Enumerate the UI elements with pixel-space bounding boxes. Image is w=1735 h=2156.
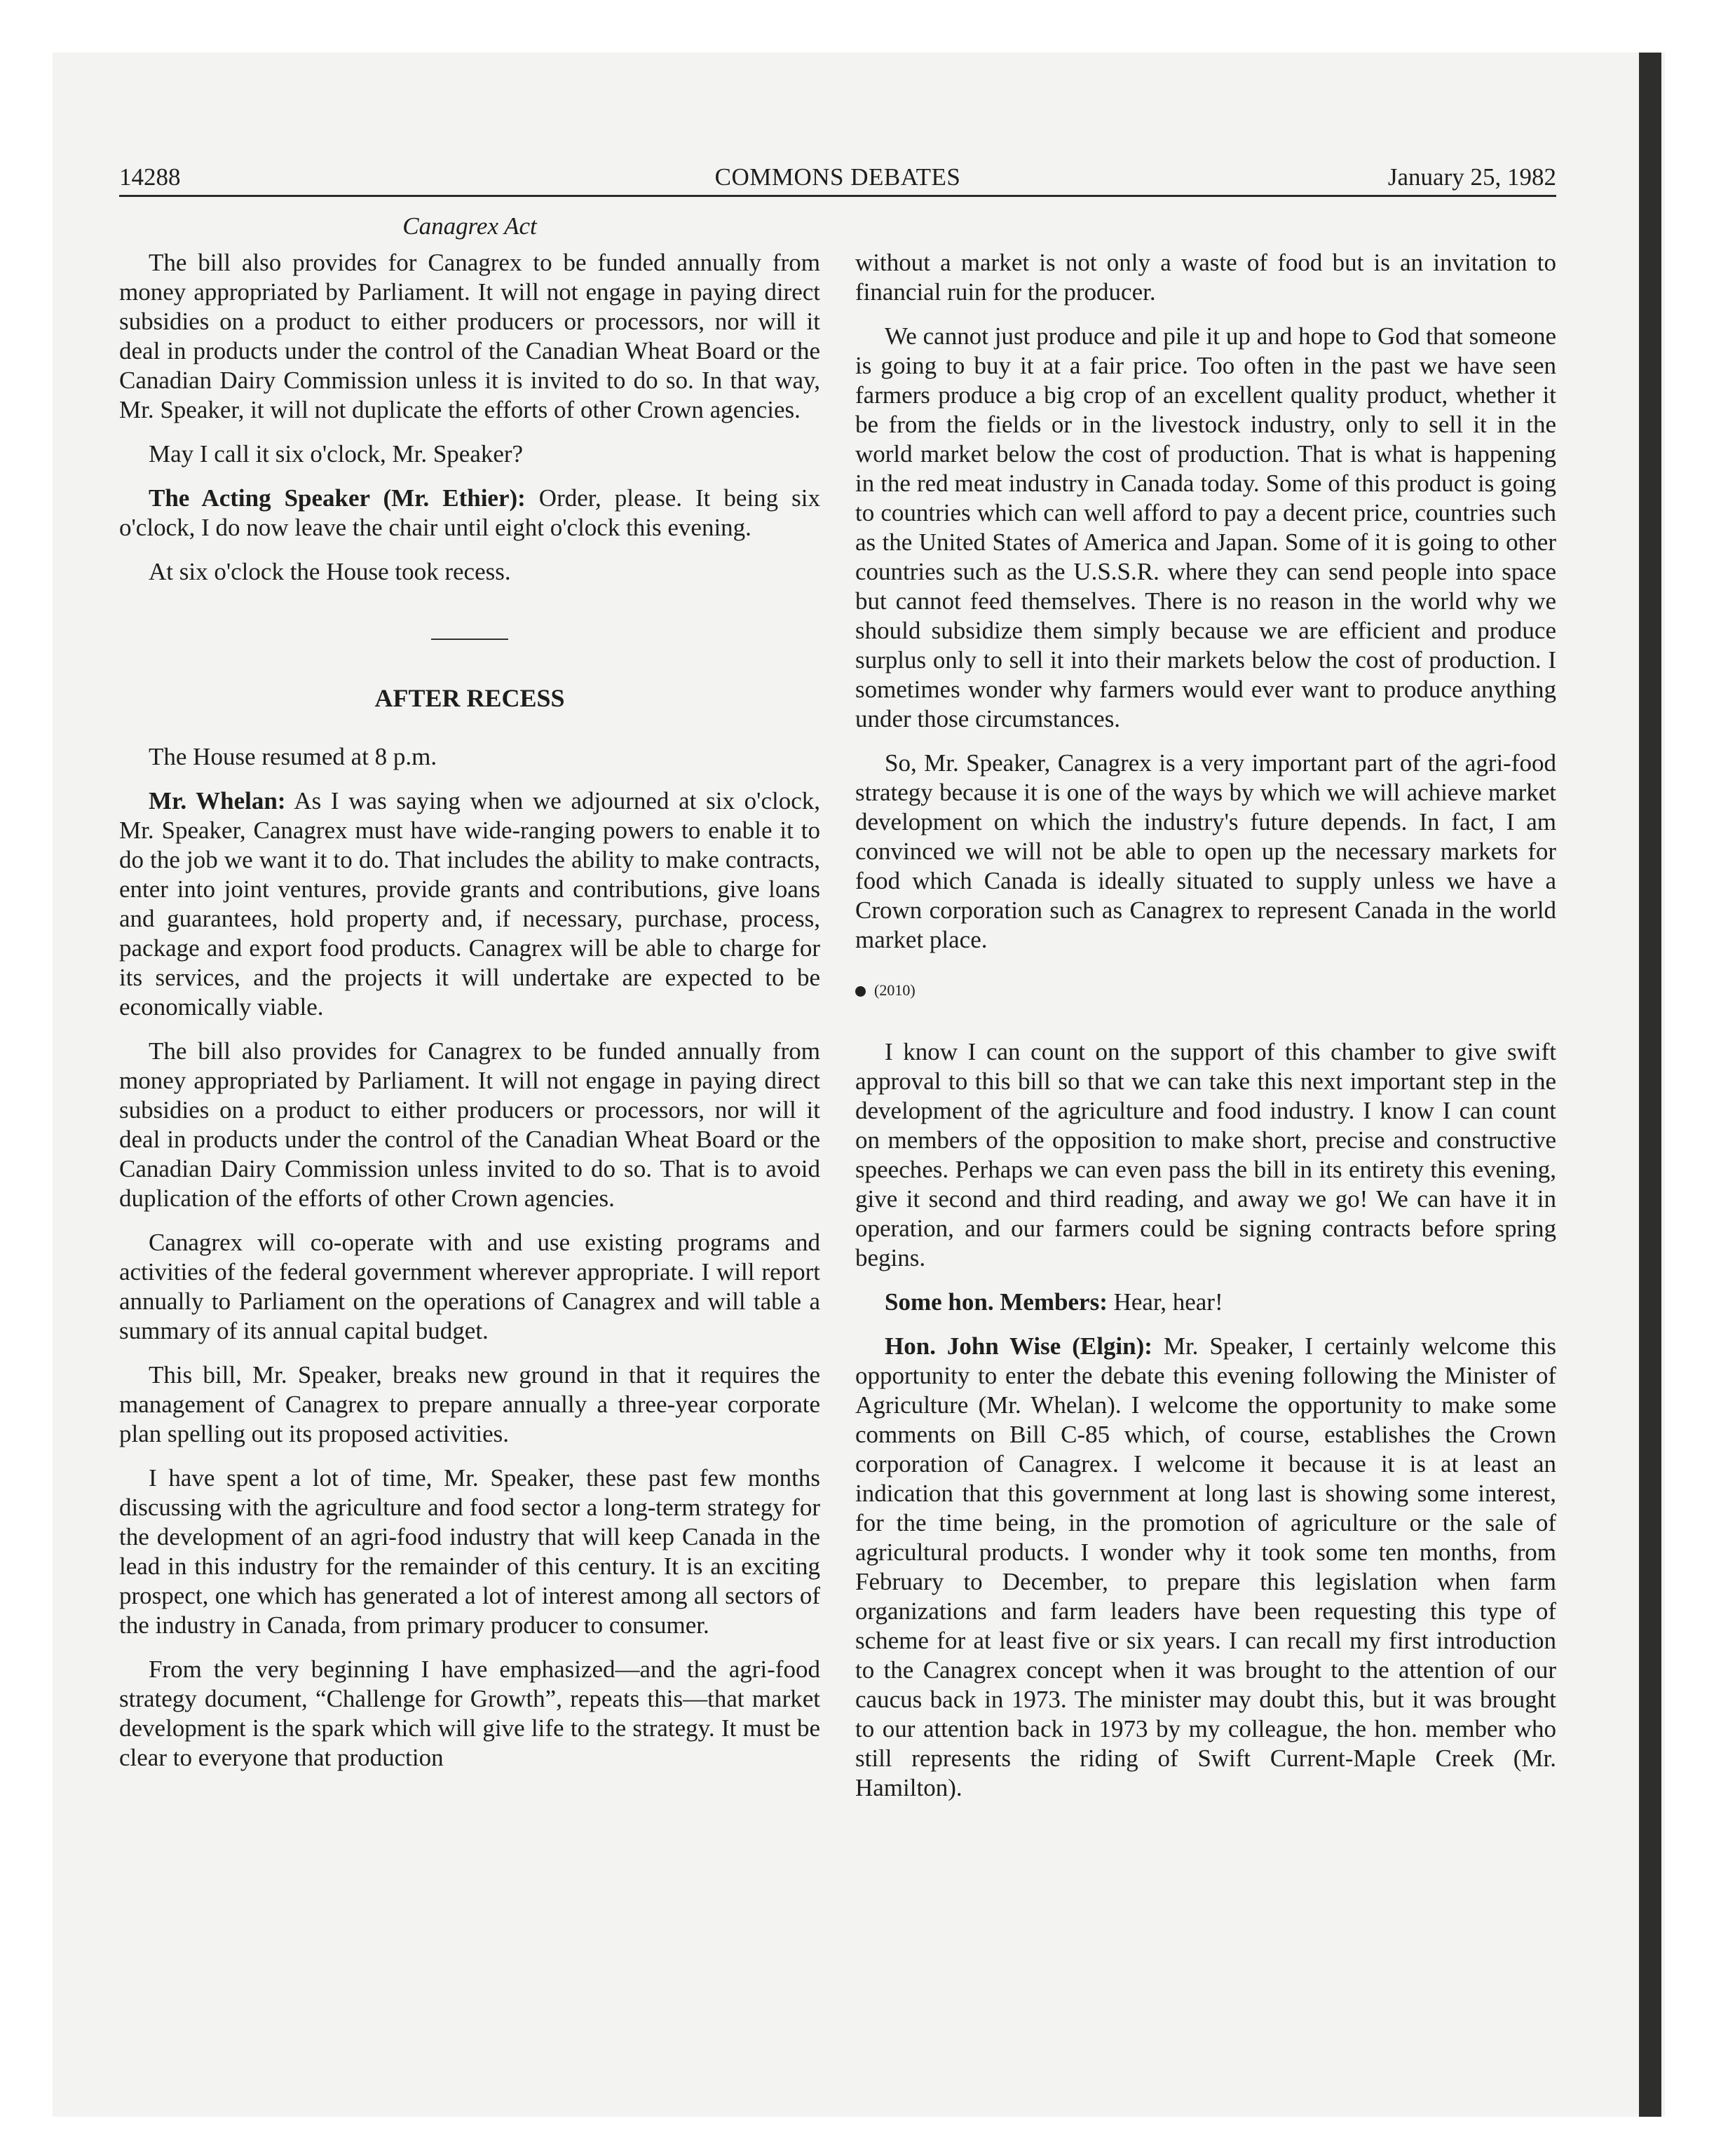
- section-divider: [431, 639, 508, 640]
- subject-title: Canagrex Act: [402, 212, 537, 240]
- paragraph: At six o'clock the House took recess.: [149, 558, 511, 585]
- running-header: [119, 160, 1556, 197]
- paragraph: From the very beginning I have emphasized—and the agri-food strategy document, “Challenge for Growth”, repeats this—that market development is the spark which will give life to the strategy. It must be clear to everyone that production: [119, 1656, 820, 1771]
- speech-text: Hear, hear!: [1107, 1288, 1223, 1316]
- page-number: 14288: [119, 163, 181, 191]
- speaker-name: Mr. Whelan:: [149, 787, 286, 814]
- section-heading: AFTER RECESS: [374, 684, 565, 712]
- time-marker-label: (2010): [874, 981, 916, 999]
- speaker-name: Hon. John Wise (Elgin):: [885, 1332, 1152, 1360]
- paragraph: This bill, Mr. Speaker, breaks new ground in that it requires the management of Canagrex to prepare annually a three-year corporate plan spelling out its proposed activities.: [119, 1361, 820, 1447]
- paragraph: Canagrex will co-operate with and use existing programs and activities of the federal government wherever appropriate. I will report annually to Parliament on the operations of Canagrex and will table a summary of its annual capital budget.: [119, 1229, 820, 1344]
- paragraph: I know I can count on the support of this chamber to give swift approval to this bill so that we can take this next important step in the development of the agriculture and food industry. I know I can count on members of the opposition to make short, precise and constructive speeches. Perhaps we can even pass the bill in its entirety this evening, give it second and third reading, and away we go! We can have it in operation, and our farmers could be signing contracts before spring begins.: [855, 1038, 1556, 1271]
- paragraph: May I call it six o'clock, Mr. Speaker?: [149, 440, 524, 468]
- speaker-name: Some hon. Members:: [885, 1288, 1108, 1316]
- speech-paragraph: [119, 484, 820, 543]
- speech-text: As I was saying when we adjourned at six o'clock, Mr. Speaker, Canagrex must have wide-ranging powers to enable it to do the job we want it to do. That includes the ability to make contracts, enter into joint ventures, provide grants and contributions, give loans and guarantees, hold property and, if necessary, purchase, process, package and export food products. Canagrex will be able to charge for its services, and the projects it will undertake are expected to be economically viable.: [119, 787, 820, 1021]
- bullet-icon: [855, 986, 866, 997]
- paragraph: So, Mr. Speaker, Canagrex is a very important part of the agri-food strategy because it is one of the ways by which we will achieve market development on which the industry's future depends. In fact, I am convinced we will not be able to open up the necessary markets for food which Canada is ideally situated to supply unless we have a Crown corporation such as Canagrex to represent Canada in the world market place.: [855, 749, 1556, 953]
- paragraph: We cannot just produce and pile it up and hope to God that someone is going to buy it at a fair price. Too often in the past we have seen farmers produce a big crop of an excellent quality product, whether it be from the fields or in the livestock industry, only to sell it in the world market below the cost of production. That is what is happening in the red meat industry in Canada today. Some of this product is going to countries which can well afford to pay a decent price, countries such as the United States of America and Japan. Some of it is going to other countries such as the U.S.S.R. where they can send people into space but cannot feed themselves. There is no reason in the world why we should subsidize them simply because we are efficient and produce surplus only to sell it into their markets below the cost of production. I sometimes wonder why farmers would ever want to produce anything under those circumstances.: [855, 322, 1556, 732]
- left-column: [119, 248, 820, 1787]
- paragraph: The House resumed at 8 p.m.: [149, 743, 437, 770]
- right-column: [855, 248, 1556, 1817]
- header-date: January 25, 1982: [1387, 163, 1556, 191]
- speech-text: Order, please. It being six o'clock, I do now leave the chair until eight o'clock this evening.: [119, 484, 820, 541]
- speaker-name: The Acting Speaker (Mr. Ethier):: [149, 484, 526, 512]
- speech-paragraph: [119, 786, 820, 1022]
- paragraph: I have spent a lot of time, Mr. Speaker, these past few months discussing with the agriculture and food sector a long-term strategy for the development of an agri-food industry that will keep Canada in the lead in this industry for the remainder of this century. It is an exciting prospect, one which has generated a lot of interest among all sectors of the industry in Canada, from primary producer to consumer.: [119, 1464, 820, 1639]
- speech-text: Mr. Speaker, I certainly welcome this opportunity to enter the debate this evening following the Minister of Agriculture (Mr. Whelan). I welcome the opportunity to make some comments on Bill C-85 which, of course, establishes the Crown corporation of Canagrex. I welcome it because it is at least an indication that this government at long last is showing some interest, for the time being, in the promotion of agriculture or the sale of agricultural products. I wonder why it took some ten months, from February to December, to prepare this legislation when farm organizations and farm leaders have been requesting this type of scheme for at least five or six years. I can recall my first introduction to the Canagrex concept when it was brought to the attention of our caucus back in 1973. The minister may doubt this, but it was brought to our attention back in 1973 by my colleague, the hon. member who still represents the riding of Swift Current-Maple Creek (Mr. Hamilton).: [855, 1332, 1556, 1801]
- speech-paragraph: [855, 1288, 1556, 1317]
- time-marker: [855, 976, 1556, 1005]
- running-title: COMMONS DEBATES: [714, 163, 961, 191]
- paragraph: The bill also provides for Canagrex to be funded annually from money appropriated by Parliament. It will not engage in paying direct subsidies on a product to either producers or processors, nor will it deal in products under the control of the Canadian Wheat Board or the Canadian Dairy Commission unless it is invited to do so. In that way, Mr. Speaker, it will not duplicate the efforts of other Crown agencies.: [119, 249, 820, 423]
- paragraph: The bill also provides for Canagrex to be funded annually from money appropriated by Parliament. It will not engage in paying direct subsidies on a product to either producers or processors, nor will it deal in products under the control of the Canadian Wheat Board or the Canadian Dairy Commission unless invited to do so. That is to avoid duplication of the efforts of other Crown agencies.: [119, 1037, 820, 1212]
- binding-edge: [1639, 53, 1661, 2117]
- speech-paragraph: [855, 1332, 1556, 1803]
- paragraph: without a market is not only a waste of food but is an invitation to financial ruin for the producer.: [855, 249, 1556, 306]
